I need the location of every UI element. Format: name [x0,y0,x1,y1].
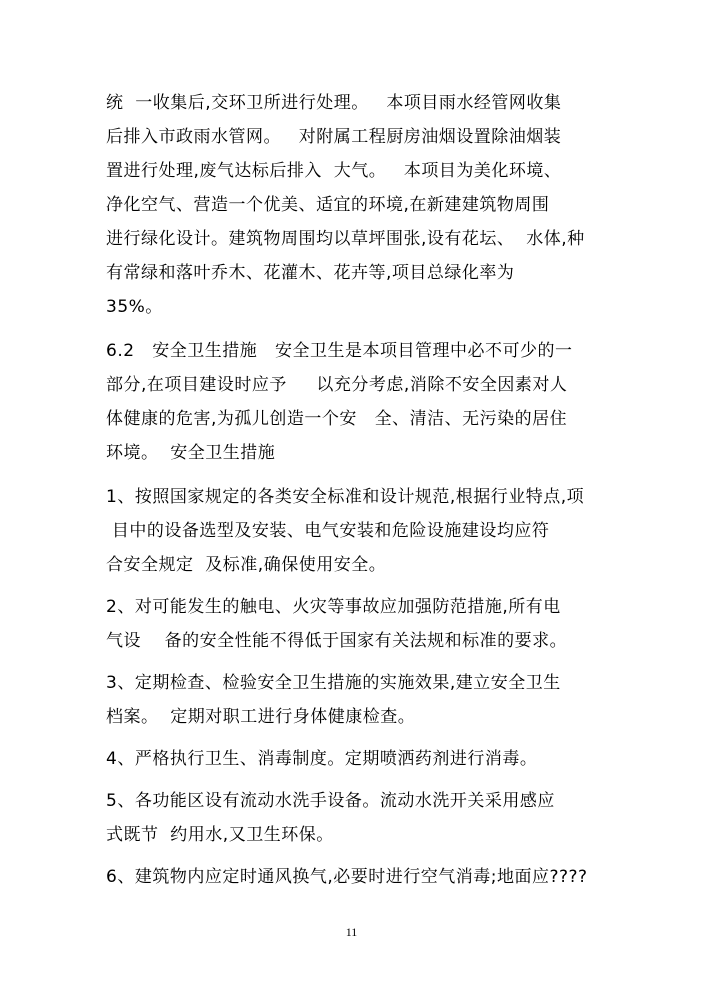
list-item-line: 6、建筑物内应定时通风换气,必要时进行空气消毒;地面应???? [106,867,588,887]
list-item-line: 3、定期检查、检验安全卫生措施的实施效果,建立安全卫生 [106,673,561,693]
text-line: 目中的设备选型及安装、电气安装和危险设施建设均应符 [106,521,550,541]
text-line: 环境。 安全卫生措施 [106,443,276,463]
text-line: 合安全规定 及标准,确保使用安全。 [106,555,387,575]
page-number: 11 [345,925,358,939]
text-line: 体健康的危害,为孤儿创造一个安 全、清洁、无污染的居住 [106,409,568,429]
text-line: 后排入市政雨水管网。 对附属工程厨房油烟设置除油烟装 [106,127,562,147]
text-line: 部分,在项目建设时应予 以充分考虑,消除不安全因素对人 [106,375,568,395]
text-line: 有常绿和落叶乔木、花灌木、花卉等,项目总绿化率为 [106,263,515,283]
section-heading-line: 6.2 安全卫生措施 安全卫生是本项目管理中必不可少的一 [106,341,573,361]
list-item-line: 2、对可能发生的触电、火灾等事故应加强防范措施,所有电 [106,597,561,617]
text-line: 档案。 定期对职工进行身体健康检查。 [106,707,416,727]
list-item-line: 5、各功能区设有流动水洗手设备。流动水洗开关采用感应 [106,791,555,811]
text-line: 气设 备的安全性能不得低于国家有关法规和标准的要求。 [106,631,568,651]
text-line: 统 一收集后,交环卫所进行处理。 本项目雨水经管网收集 [106,93,562,113]
text-line: 式既节 约用水,又卫生环保。 [106,825,334,845]
text-line: 净化空气、营造一个优美、适宜的环境,在新建建筑物周围 [106,195,550,215]
text-line: 35%。 [106,297,163,317]
text-line: 置进行处理,废气达标后排入 大气。 本项目为美化环境、 [106,161,562,181]
list-item-line: 4、严格执行卫生、消毒制度。定期喷洒药剂进行消毒。 [106,749,538,769]
list-item-line: 1、按照国家规定的各类安全标准和设计规范,根据行业特点,项 [106,487,585,507]
text-line: 进行绿化设计。建筑物周围均以草坪围张,设有花坛、 水体,种 [106,229,585,249]
